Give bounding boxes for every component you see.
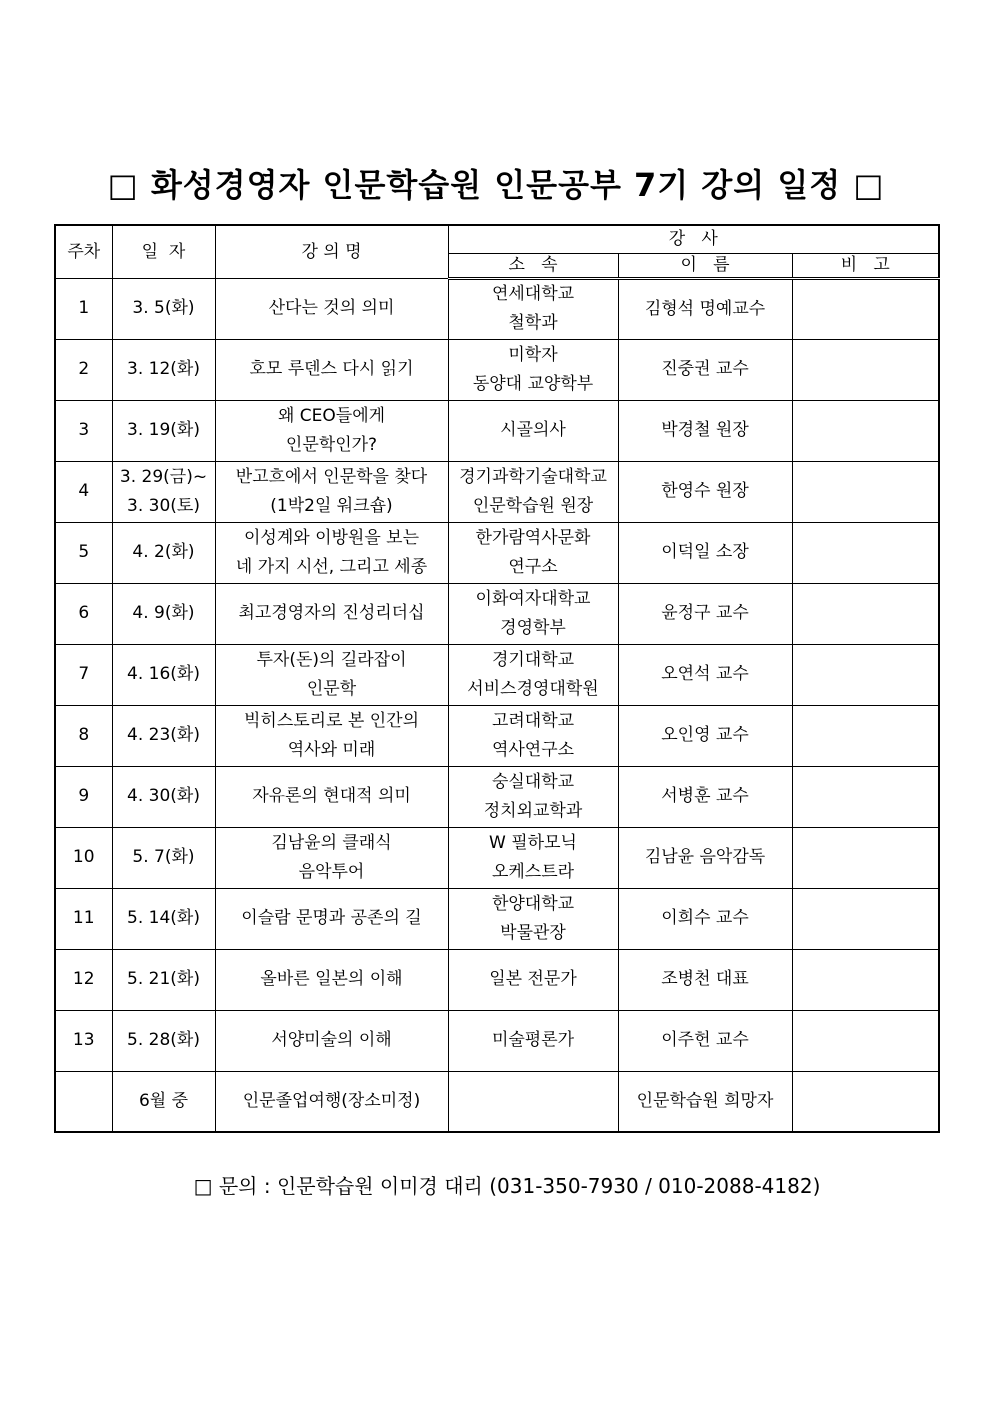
cell-name [618,583,792,644]
cell-week: 10 [55,827,112,888]
cell-week: 4 [55,461,112,522]
date-line: 4. 2(화) [132,542,195,562]
cell-note [792,766,939,827]
table-row [55,949,939,1010]
affiliation-line: 역사연구소 [491,739,575,760]
cell-lecture [215,1071,448,1132]
affiliation-line: 시골의사 [500,420,566,440]
cell-note [792,705,939,766]
date-line: 5. 7(화) [132,847,195,867]
cell-affiliation [448,1071,618,1132]
schedule-table [54,224,940,1133]
lecture-line: 투자(돈)의 길라잡이 [256,649,407,670]
cell-name [618,705,792,766]
name-line: 진중권 교수 [661,359,749,379]
cell-lecture [215,888,448,949]
name-line: 이희수 교수 [661,908,749,928]
header-week: 주차 [55,225,112,278]
cell-lecture [215,705,448,766]
cell-note [792,278,939,339]
lecture-line: 네 가지 시선, 그리고 세종 [235,556,428,577]
cell-affiliation [448,766,618,827]
name-line: 김형석 명예교수 [644,298,766,319]
affiliation-line: 한양대학교 [491,893,575,914]
affiliation-line: W 필하모닉 [489,832,577,853]
cell-note [792,339,939,400]
lecture-line: 자유론의 현대적 의미 [252,786,411,806]
table-row [55,1071,939,1132]
cell-affiliation [448,949,618,1010]
affiliation-line: 일본 전문가 [489,969,577,989]
cell-lecture [215,339,448,400]
page-title: □ 화성경영자 인문학습원 인문공부 7기 강의 일정 □ [107,166,885,204]
date-line: 4. 30(화) [127,786,200,806]
cell-week: 1 [55,278,112,339]
lecture-line: 최고경영자의 진성리더십 [238,603,425,623]
cell-lecture [215,644,448,705]
cell-name [618,522,792,583]
lecture-line: 인문학 [306,678,357,699]
lecture-line: 빅히스토리로 본 인간의 [243,710,420,731]
cell-name [618,400,792,461]
cell-note [792,1071,939,1132]
cell-name [618,461,792,522]
cell-date [112,583,215,644]
cell-note [792,1010,939,1071]
cell-name [618,888,792,949]
affiliation-line: 경기대학교 [491,649,575,670]
date-line: 4. 16(화) [127,664,200,684]
name-line: 김남윤 음악감독 [644,847,766,867]
table-row [55,644,939,705]
affiliation-line: 연구소 [508,556,558,577]
cell-lecture [215,461,448,522]
affiliation-line: 연세대학교 [491,284,575,304]
cell-affiliation [448,278,618,339]
cell-name [618,1010,792,1071]
cell-affiliation [448,888,618,949]
name-line: 한영수 원장 [661,481,749,501]
table-header [55,225,939,278]
cell-name [618,949,792,1010]
affiliation-line: 숭실대학교 [491,771,575,792]
cell-date [112,400,215,461]
cell-week: 8 [55,705,112,766]
affiliation-line: 철학과 [508,313,558,333]
cell-note [792,644,939,705]
cell-week: 2 [55,339,112,400]
cell-note [792,827,939,888]
header-lecture: 강 의 명 [215,225,448,278]
lecture-line: 호모 루덴스 다시 읽기 [249,359,414,379]
cell-date [112,766,215,827]
cell-week [55,1071,112,1132]
name-line: 오인영 교수 [661,725,749,745]
contact-info: □ 문의 : 인문학습원 이미경 대리 (031-350-7930 / 010-2088-4182) [193,1174,821,1198]
cell-affiliation [448,827,618,888]
name-line: 이덕일 소장 [661,542,749,562]
cell-name [618,766,792,827]
table-row [55,766,939,827]
affiliation-line: 박물관장 [500,922,566,943]
cell-lecture [215,278,448,339]
cell-date [112,522,215,583]
cell-lecture [215,827,448,888]
lecture-line: (1박2일 워크숍) [270,495,393,516]
cell-affiliation [448,461,618,522]
cell-lecture [215,400,448,461]
date-line: 3. 12(화) [127,359,200,379]
cell-note [792,400,939,461]
affiliation-line: 미학자 [508,344,558,365]
lecture-line: 김남윤의 클래식 [271,832,392,853]
lecture-line: 산다는 것의 의미 [268,298,395,318]
name-line: 윤정구 교수 [661,603,749,623]
cell-lecture [215,949,448,1010]
cell-date [112,888,215,949]
affiliation-line: 경영학부 [500,617,566,638]
lecture-line: 역사와 미래 [287,739,376,760]
cell-week: 13 [55,1010,112,1071]
affiliation-line: 인문학습원 원장 [472,495,594,516]
table-body [55,278,939,1132]
cell-week: 12 [55,949,112,1010]
cell-note [792,888,939,949]
table-row [55,278,939,339]
name-line: 박경철 원장 [661,420,749,440]
table-row [55,339,939,400]
cell-date [112,1010,215,1071]
date-line: 3. 19(화) [127,420,200,440]
cell-note [792,522,939,583]
name-line: 이주헌 교수 [661,1030,749,1050]
header-instructor: 강 사 [448,225,939,253]
cell-date [112,705,215,766]
cell-date [112,827,215,888]
affiliation-line: 고려대학교 [491,710,575,731]
lecture-line: 반고흐에서 인문학을 찾다 [235,466,428,487]
cell-note [792,461,939,522]
affiliation-line: 서비스경영대학원 [467,678,599,699]
date-line: 4. 23(화) [127,725,200,745]
cell-week: 7 [55,644,112,705]
cell-date [112,949,215,1010]
date-line: 5. 14(화) [127,908,200,928]
cell-week: 6 [55,583,112,644]
affiliation-line: 이화여자대학교 [475,588,591,609]
cell-lecture [215,522,448,583]
affiliation-line: 미술평론가 [491,1030,575,1050]
table-row [55,583,939,644]
table-row [55,1010,939,1071]
lecture-line: 이슬람 문명과 공존의 길 [241,908,422,928]
table-row [55,461,939,522]
date-line: 4. 9(화) [132,603,195,623]
date-line: 5. 21(화) [127,969,200,989]
cell-name [618,278,792,339]
table-row [55,888,939,949]
affiliation-line: 정치외교학과 [483,800,583,821]
lecture-line: 올바른 일본의 이해 [260,969,403,989]
cell-note [792,949,939,1010]
cell-affiliation [448,583,618,644]
table-row [55,827,939,888]
date-line: 5. 28(화) [127,1030,200,1050]
cell-week: 9 [55,766,112,827]
cell-affiliation [448,400,618,461]
cell-week: 3 [55,400,112,461]
cell-name [618,827,792,888]
cell-week: 11 [55,888,112,949]
name-line: 조병천 대표 [661,969,749,989]
date-line: 6월 중 [138,1090,189,1111]
cell-date [112,339,215,400]
cell-date [112,644,215,705]
cell-date [112,461,215,522]
lecture-line: 이성계와 이방원을 보는 [243,527,420,548]
lecture-line: 음악투어 [298,861,365,882]
cell-name [618,644,792,705]
schedule-table-wrapper [54,224,938,1133]
cell-affiliation [448,339,618,400]
affiliation-line: 한가람역사문화 [475,527,591,548]
cell-lecture [215,1010,448,1071]
name-line: 서병훈 교수 [661,786,749,806]
lecture-line: 서양미술의 이해 [271,1030,392,1050]
cell-date [112,1071,215,1132]
lecture-line: 왜 CEO들에게 [277,405,386,426]
date-line: 3. 5(화) [132,298,195,318]
affiliation-line: 오케스트라 [491,861,575,882]
cell-lecture [215,766,448,827]
header-note: 비 고 [792,253,939,278]
name-line: 인문학습원 희망자 [636,1090,774,1111]
header-date: 일 자 [112,225,215,278]
lecture-line: 인문학인가? [285,434,378,455]
cell-name [618,339,792,400]
cell-date [112,278,215,339]
cell-name [618,1071,792,1132]
header-affiliation: 소 속 [448,253,618,278]
name-line: 오연석 교수 [661,664,749,684]
cell-lecture [215,583,448,644]
cell-affiliation [448,705,618,766]
date-line: 3. 29(금)~ [119,466,208,487]
cell-week: 5 [55,522,112,583]
cell-affiliation [448,522,618,583]
affiliation-line: 동양대 교양학부 [472,373,594,394]
date-line: 3. 30(토) [127,495,200,516]
table-row [55,522,939,583]
cell-note [792,583,939,644]
header-name: 이 름 [618,253,792,278]
table-row [55,400,939,461]
table-row [55,705,939,766]
cell-affiliation [448,1010,618,1071]
affiliation-line: 경기과학기술대학교 [459,466,607,487]
lecture-line: 인문졸업여행(장소미정) [242,1090,421,1111]
cell-affiliation [448,644,618,705]
